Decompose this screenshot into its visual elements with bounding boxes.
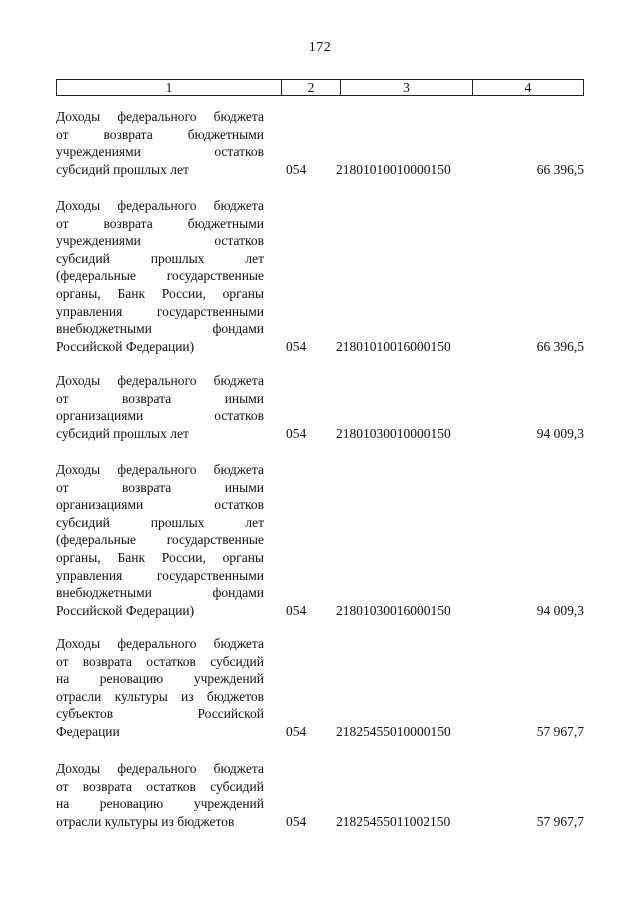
description-line: от возврата иными bbox=[56, 479, 264, 495]
description-line: Доходы федерального бюджета bbox=[56, 761, 264, 776]
description-line: Российской Федерации) bbox=[56, 338, 195, 354]
description-line: от возврата иными bbox=[56, 390, 264, 406]
description-line: Доходы федерального бюджета bbox=[56, 636, 264, 651]
page-number: 172 bbox=[308, 40, 332, 55]
description-line: отрасли культуры из бюджетов bbox=[56, 813, 235, 829]
row-kbk: 21801030016000150 bbox=[336, 602, 451, 618]
row-amount: 57 967,7 bbox=[536, 813, 584, 829]
row-description bbox=[56, 108, 264, 178]
description-line: отрасли культуры из бюджетов bbox=[56, 688, 264, 704]
row-amount: 57 967,7 bbox=[536, 724, 584, 739]
row-code: 054 bbox=[286, 425, 307, 441]
row-code: 054 bbox=[286, 338, 307, 354]
row-kbk: 21801010016000150 bbox=[336, 338, 451, 354]
description-line: (федеральные государственные bbox=[56, 532, 264, 548]
row-code: 054 bbox=[286, 161, 307, 177]
row-code: 054 bbox=[286, 724, 307, 739]
column-header-4: 4 bbox=[473, 80, 584, 96]
description-line: управления государственными bbox=[56, 567, 264, 583]
description-line: субсидий прошлых лет bbox=[56, 161, 189, 177]
description-line: Доходы федерального бюджета bbox=[56, 462, 264, 477]
description-line: управления государственными bbox=[56, 303, 264, 319]
description-line: субъектов Российской bbox=[56, 706, 264, 722]
description-line: Российской Федерации) bbox=[56, 602, 195, 618]
column-header-3: 3 bbox=[341, 80, 473, 96]
description-line: организациями остатков bbox=[56, 408, 264, 424]
column-header-row bbox=[57, 80, 584, 96]
row-amount: 94 009,3 bbox=[536, 425, 584, 441]
description-line: Доходы федерального бюджета bbox=[56, 109, 264, 124]
description-line: от возврата бюджетными bbox=[56, 126, 264, 142]
description-line: на реновацию учреждений bbox=[56, 796, 264, 812]
description-line: Доходы федерального бюджета bbox=[56, 198, 264, 213]
row-description bbox=[56, 461, 264, 619]
description-line: организациями остатков bbox=[56, 497, 264, 513]
column-header-table bbox=[56, 79, 584, 96]
row-code: 054 bbox=[286, 813, 307, 829]
description-line: на реновацию учреждений bbox=[56, 671, 264, 687]
row-kbk: 21825455010000150 bbox=[336, 724, 451, 739]
description-line: от возврата остатков субсидий bbox=[56, 653, 264, 669]
row-amount: 66 396,5 bbox=[536, 338, 584, 354]
description-line: Доходы федерального бюджета bbox=[56, 373, 264, 388]
description-line: (федеральные государственные bbox=[56, 268, 264, 284]
column-header-1: 1 bbox=[57, 80, 282, 96]
row-kbk: 21801030010000150 bbox=[336, 425, 451, 441]
row-description bbox=[56, 372, 264, 442]
row-description bbox=[56, 760, 264, 830]
description-line: от возврата бюджетными bbox=[56, 215, 264, 231]
description-line: учреждениями остатков bbox=[56, 233, 264, 249]
description-line: Федерации bbox=[56, 723, 120, 739]
row-code: 054 bbox=[286, 602, 307, 618]
row-description bbox=[56, 197, 264, 355]
description-line: внебюджетными фондами bbox=[56, 321, 264, 337]
row-kbk: 21801010010000150 bbox=[336, 161, 451, 177]
description-line: субсидий прошлых лет bbox=[56, 425, 189, 441]
description-line: от возврата остатков субсидий bbox=[56, 778, 264, 794]
row-amount: 66 396,5 bbox=[536, 161, 584, 177]
row-description bbox=[56, 635, 264, 741]
description-line: органы, Банк России, органы bbox=[56, 549, 264, 565]
row-amount: 94 009,3 bbox=[536, 602, 584, 618]
column-header-2: 2 bbox=[282, 80, 341, 96]
description-line: субсидий прошлых лет bbox=[56, 514, 264, 530]
description-line: субсидий прошлых лет bbox=[56, 250, 264, 266]
description-line: учреждениями остатков bbox=[56, 144, 264, 160]
description-line: органы, Банк России, органы bbox=[56, 285, 264, 301]
description-line: внебюджетными фондами bbox=[56, 585, 264, 601]
row-kbk: 21825455011002150 bbox=[336, 813, 451, 829]
